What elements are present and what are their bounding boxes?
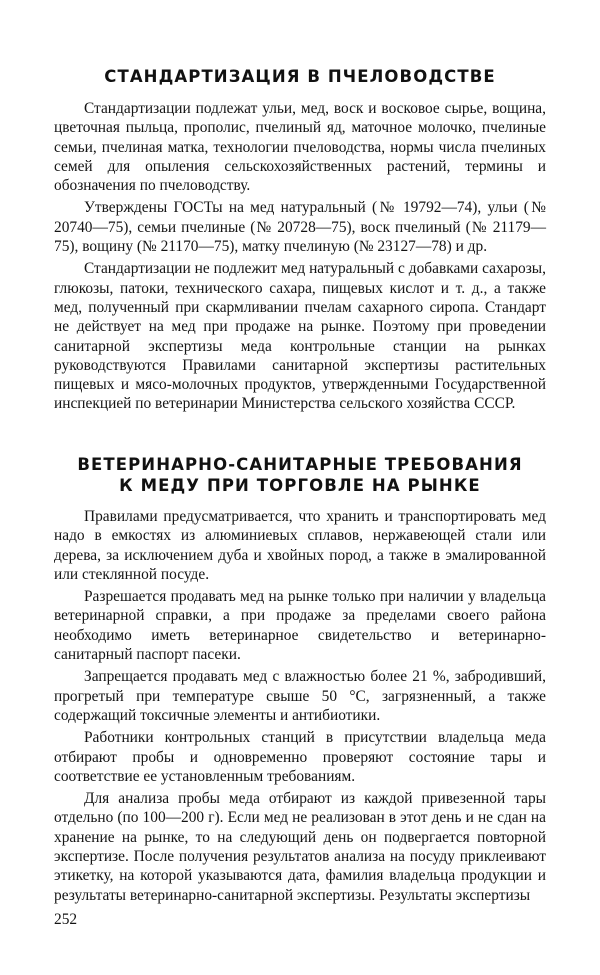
paragraph: Стандартизации не подлежит мед натуральный с добавками сахарозы, глюкозы, патоки, технического сахара, пищевых кислот и т. д., а также мед, полученный при скармливании пчелам сахарного сиропа. Стандарт не действует на мед при продаже на рынке. Поэтому при проведении санитарной экспертизы меда контрольные станции на рынках руководствуются Правилами санитарной экспертизы растительных пищевых и мясо-молочных продуктов, утвержденными Государственной инспекцией по ветеринарии Министерства сельского хозяйства СССР. — [54, 260, 546, 413]
section-title-standardization — [0, 66, 600, 87]
page-number: 252 — [54, 911, 78, 928]
section-title-line: СТАНДАРТИЗАЦИЯ В ПЧЕЛОВОДСТВЕ — [104, 67, 496, 86]
paragraph: Работники контрольных станций в присутствии владельца меда отбирают пробы и одновременно проверяют состояние тары и соответствие ее установленным требованиям. — [54, 729, 546, 785]
paragraph: Утверждены ГОСТы на мед натуральный (№ 19792—74), ульи (№ 20740—75), семьи пчелиные (№ 20728—75), воск пчелиный (№ 21179—75), вощину (№ 21170—75), матку пчелиную (№ 23127—78) и др. — [54, 199, 546, 256]
paragraph: Правилами предусматривается, что хранить и транспортировать мед надо в емкостях из алюминиевых сплавов, нержавеющей стали или дерева, за исключением дуба и хвойных пород, а также в эмалированной или стеклянной посуде. — [54, 508, 546, 583]
section-title-line: К МЕДУ ПРИ ТОРГОВЛЕ НА РЫНКЕ — [119, 476, 481, 495]
paragraph: Запрещается продавать мед с влажностью более 21 %, забродивший, прогретый при температуре свыше 50 °С, загрязненный, а также содержащий токсичные элементы и антибиотики. — [54, 668, 546, 724]
section-title-line: ВЕТЕРИНАРНО-САНИТАРНЫЕ ТРЕБОВАНИЯ — [77, 455, 523, 474]
paragraph: Для анализа пробы меда отбирают из каждой привезенной тары отдельно (по 100—200 г). Если мед не реализован в этот день и не сдан на хранение на рынке, то на следующий день он подвергается повторной экспертизе. После получения результатов анализа на посуду приклеивают этикетку, на которой указываются дата, фамилия владельца продукции и результаты ветеринарно-санитарной экспертизы. Результаты экспертизы — [54, 790, 546, 904]
paragraph: Стандартизации подлежат ульи, мед, воск и восковое сырье, вощина, цветочная пыльца, прополис, пчелиный яд, маточное молочко, пчелиные семьи, пчелиная матка, технологии пчеловодства, нормы числа пчелиных семей для опыления сельскохозяйственных растений, термины и обозначения по пчеловодству. — [54, 100, 546, 195]
paragraph: Разрешается продавать мед на рынке только при наличии у владельца ветеринарной справки, а при продаже за пределами своего района необходимо иметь ветеринарное свидетельство и ветеринарно-санитарный паспорт пасеки. — [54, 588, 546, 664]
section-title-veterinary-requirements — [0, 454, 600, 496]
section-body-standardization — [54, 99, 546, 414]
section-body-veterinary-requirements — [54, 507, 546, 905]
